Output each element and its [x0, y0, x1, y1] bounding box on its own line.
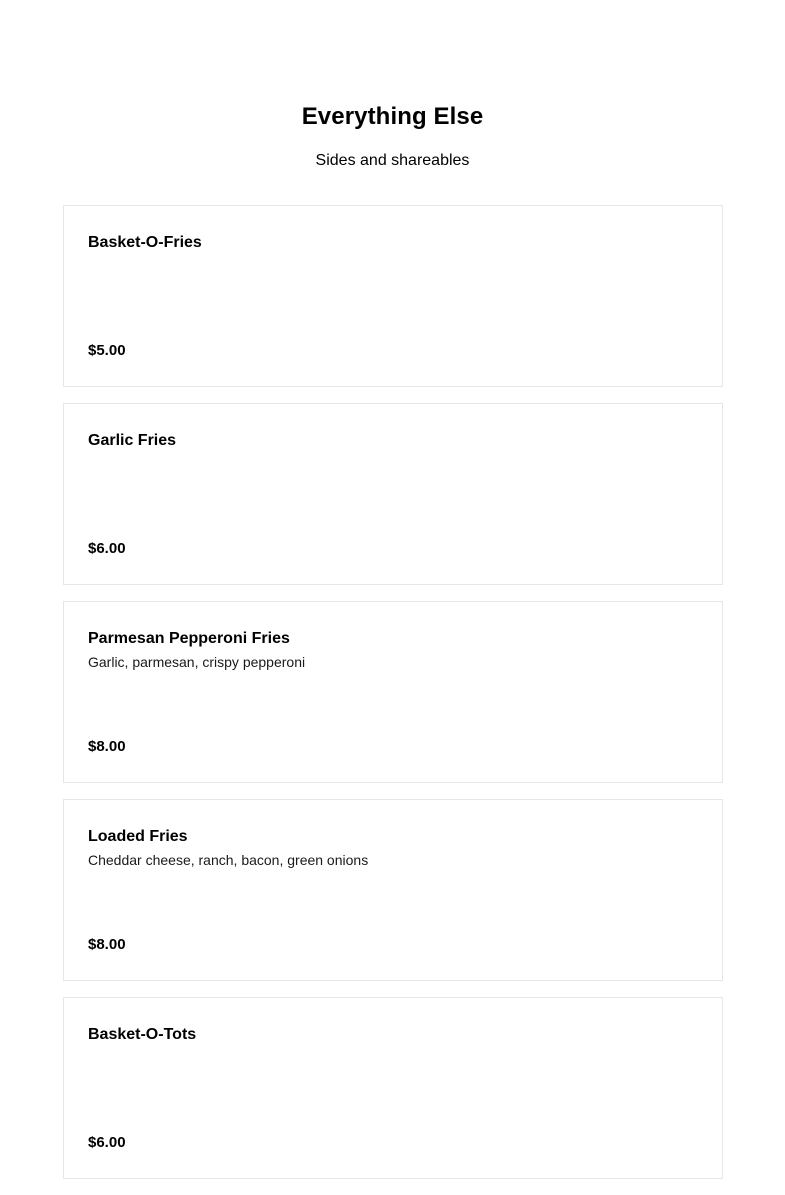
menu-item-card-basket-o-fries[interactable]	[63, 205, 723, 387]
menu-item-name: Parmesan Pepperoni Fries	[88, 630, 290, 647]
menu-item-name: Loaded Fries	[88, 828, 188, 845]
menu-item-card-garlic-fries[interactable]	[63, 403, 723, 585]
menu-item-price: $5.00	[88, 342, 126, 359]
menu-item-price: $8.00	[88, 738, 126, 755]
menu-item-description: Cheddar cheese, ranch, bacon, green onions	[88, 852, 369, 868]
menu-item-name: Garlic Fries	[88, 432, 177, 449]
menu-item-list	[63, 205, 723, 1195]
menu-item-name: Basket-O-Tots	[88, 1026, 197, 1043]
menu-item-card-loaded-fries[interactable]	[63, 799, 723, 981]
menu-item-card-parmesan-pepperoni-fries[interactable]	[63, 601, 723, 783]
menu-item-card-basket-o-tots[interactable]	[63, 997, 723, 1179]
menu-item-price: $6.00	[88, 1134, 126, 1151]
section-subtitle: Sides and shareables	[315, 152, 470, 169]
menu-item-name: Basket-O-Fries	[88, 234, 202, 251]
menu-item-price: $6.00	[88, 540, 126, 557]
section-title: Everything Else	[301, 103, 484, 130]
menu-item-price: $8.00	[88, 936, 126, 953]
menu-item-description: Garlic, parmesan, crispy pepperoni	[88, 654, 306, 670]
